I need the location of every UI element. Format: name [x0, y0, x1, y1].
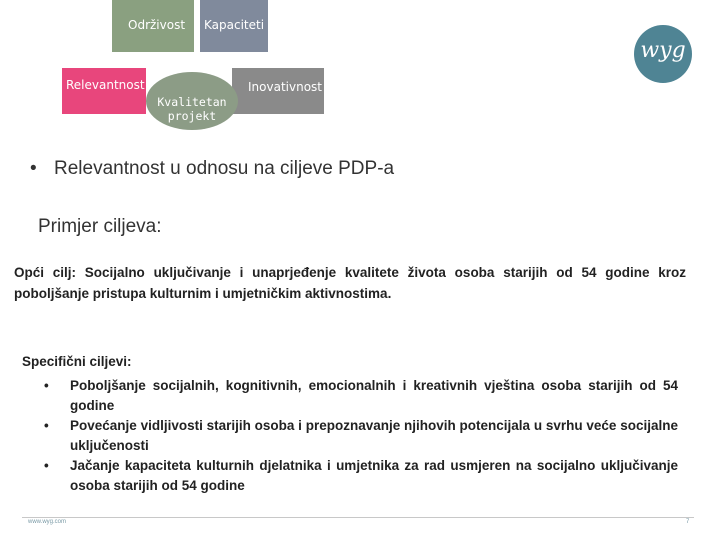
- odrzivost-box: [112, 0, 194, 52]
- relevantnost-box: [62, 68, 146, 114]
- footer-divider: [22, 517, 694, 518]
- wyg-logo: [634, 25, 692, 83]
- kapaciteti-label: Kapaciteti: [204, 18, 265, 32]
- bullet-dot: •: [30, 158, 37, 179]
- kvalitetan-label: Kvalitetan: [157, 95, 227, 109]
- general-goal-label: Opći cilj:: [14, 265, 77, 280]
- page-number: 7: [686, 519, 690, 525]
- footer-url: www.wyg.com: [28, 519, 67, 525]
- logo-text: wyg: [640, 38, 686, 63]
- kvalitetan-projekt-circle: [146, 72, 238, 130]
- relevance-text: Relevantnost u odnosu na ciljeve PDP-a: [54, 158, 395, 179]
- list-item: • Poboljšanje socijalnih, kognitivnih, emocionalnih i kreativnih vještina osoba starijih od 54 godine: [30, 376, 678, 415]
- inovativnost-label: Inovativnost: [248, 80, 322, 94]
- specific-goals-list: [30, 376, 678, 496]
- list-item: • Jačanje kapaciteta kulturnih djelatnika i umjetnika za rad usmjeren na socijalno uključivanje osoba starijih od 54 godine: [30, 456, 678, 495]
- list-item: • Povećanje vidljivosti starijih osoba i prepoznavanje njihovih potencijala u svrhu veće socijalne uključenosti: [30, 416, 678, 455]
- general-goal: [14, 262, 686, 304]
- inovativnost-box: [232, 68, 324, 114]
- relevantnost-label: Relevantnost: [66, 78, 145, 92]
- general-goal-text: Socijalno uključivanje i unaprjeđenje kvalitete života osoba starijih od 54 godine kroz poboljšanje pristupa kulturnim i umjetničkim aktivnostima.: [14, 265, 686, 301]
- specific-goals-heading: Specifični ciljevi:: [22, 354, 132, 369]
- kapaciteti-box: [200, 0, 268, 52]
- projekt-label: projekt: [167, 109, 217, 123]
- odrzivost-label: Održivost: [128, 18, 186, 32]
- examples-heading: Primjer ciljeva:: [38, 216, 162, 237]
- relevance-bullet: [30, 158, 394, 180]
